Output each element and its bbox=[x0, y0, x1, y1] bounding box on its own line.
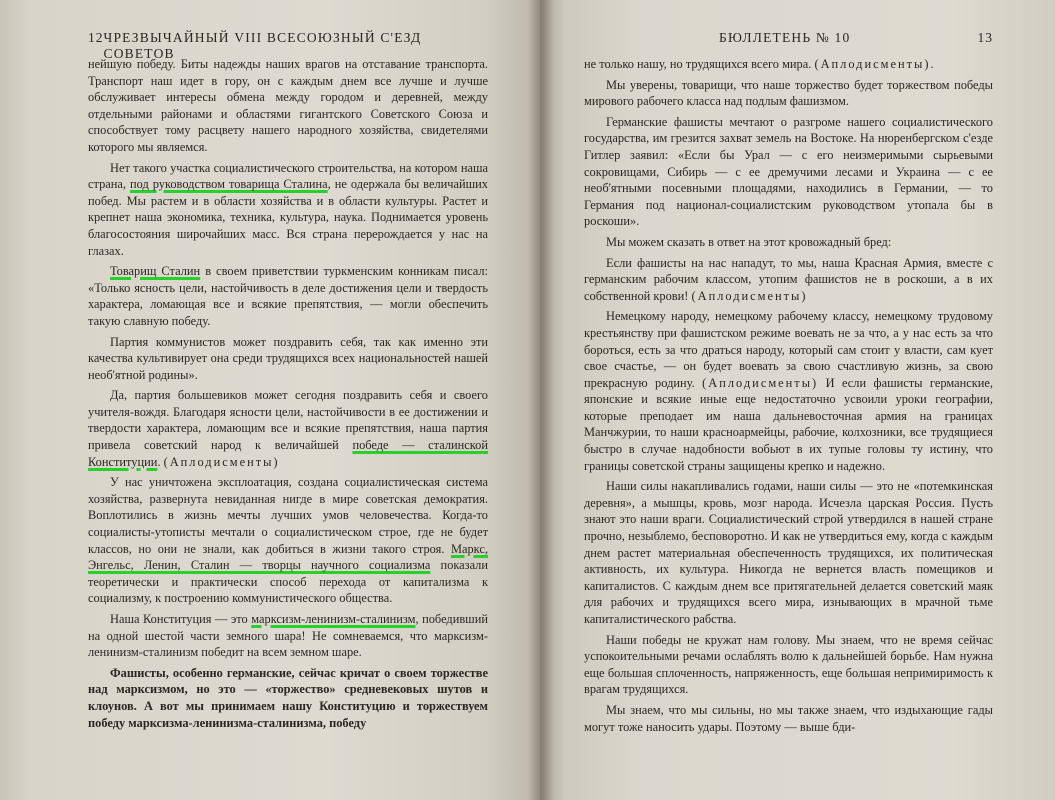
applause-note: (Аплодисменты) bbox=[691, 288, 808, 303]
paragraph: Партия коммунистов может поздравить себя, так как именно эти качества культивирует она среди трудящихся всех национальностей нашей необ'ятной родины». bbox=[88, 334, 488, 382]
paragraph: Мы знаем, что мы сильны, но мы также знаем, что издыхающие гады могут тоже наносить удары. Поэтому — выше бди- bbox=[584, 702, 993, 734]
paragraph: Мы уверены, товарищи, что наше торжество будет торжеством победы мирового рабочего класса над подлым фашизмом. bbox=[584, 77, 993, 109]
left-running-head bbox=[88, 30, 488, 61]
applause-note: (Аплодисменты) bbox=[702, 375, 819, 390]
paragraph: Мы можем сказать в ответ на этот кровожадный бред: bbox=[606, 234, 892, 249]
paragraph: У нас уничтожена эксплоатация, создана социалистическая система хозяйства, развернута невиданная нигде в мире советская демократия. Воплотились в жизнь мечты лучших умов человечества. Когда-то социалисты-утописты мечтали о социалистическом строе, где не будет классов, но они не знали, как добиться в жизни такого строя. Маркс, Энгельс, Ленин, Сталин — творцы научного социализма показали теоретически и практически способ перехода от капитализма к социализму, к построению коммунистического общества. bbox=[88, 475, 488, 606]
paragraph: Если фашисты на нас нападут, то мы, наша Красная Армия, вместе с германским рабочим классом, утопим фашистов не в роскоши, а в их собственной крови! (Аплодисменты) bbox=[584, 255, 993, 303]
left-page-number: 12 bbox=[88, 30, 104, 45]
paragraph: нейшую победу. Биты надежды наших врагов на отставание транспорта. Транспорт наш идет в гору, он с каждым днем все лучше и лучше обслуживает интересы обмена между городом и деревней, между отдельными районами и областями гигантского Советского Союза и способствует тому расцвету нашего народного хозяйства, свидетелями которого мы являемся. bbox=[88, 57, 488, 154]
paragraph: Нет такого участка социалистического строительства, на котором наша страна, под руководством товарища Сталина, не одержала бы величайших побед. Мы растем и в области хозяйства и в области культуры. Растет и крепнет наша экономика, техника, культура, наука. Поднимается уровень благосостояния широчайших масс. Вся страна перерождается у нас на глазах. bbox=[88, 160, 488, 258]
paragraph: Германские фашисты мечтают о разгроме нашего социалистического государства, им грезится захват земель на Востоке. На нюренбергском с'езде Гитлер заявил: «Если бы Урал — с его неизмеримыми сырьевыми сокровищами, Сибирь — с ее дремучими лесами и Украина — с ее необ'ятными посевными площадями, находились в Германии, — то Германия под национал-социалистским руководством утопала бы в роскоши». bbox=[584, 114, 993, 229]
applause-note: (Аплодисменты) bbox=[814, 57, 931, 71]
paragraph: Наши силы накапливались годами, наши силы — это не «потемкинская деревня», а мышцы, кровь, мозг народа. Исчезла царская Россия. Пусть знают это наши враги. Социалистический строй утвердился в нашей стране прочно, незыблемо, бесповоротно. И как не утвердиться ему, когда с каждым днем растет материальная обеспеченность трудящихся, их политическая активность, их культура. Никогда не вернется власть помещиков и капиталистов. С каждым днем все притягательней делается советский маяк для рабочих и трудящихся всего мира, изнывающих в мрачной тьме капиталистического рабства. bbox=[584, 479, 993, 626]
right-page-text bbox=[584, 56, 993, 735]
highlighted-text: победе — сталинской Конституции bbox=[88, 438, 489, 469]
highlighted-text: марксизм-ленинизм-сталинизм bbox=[251, 612, 416, 626]
paragraph: Наша Конституция — это марксизм-ленинизм-сталинизм, победивший на одной шестой части земного шара! Не сомневаемся, что марксизм-ленинизм-сталинизм победит на всем земном шаре. bbox=[88, 612, 488, 660]
right-running-head bbox=[584, 30, 993, 50]
right-page-number: 13 bbox=[977, 30, 993, 45]
right-running-title: БЮЛЛЕТЕНЬ № 10 bbox=[719, 30, 851, 45]
left-page-text bbox=[88, 56, 488, 731]
paragraph: Наши победы не кружат нам голову. Мы знаем, что не время сейчас успокоительными речами ослаблять волю к дальнейшей борьбе. Нам нужна еще большая сплоченность, напряженность, еще большая непримиримость к врагам трудящихся. bbox=[584, 632, 993, 697]
right-page bbox=[540, 0, 1055, 800]
paragraph: Немецкому народу, немецкому рабочему классу, немецкому трудовому крестьянству при фашистском режиме воевать не за что, а у нас есть за что бороться, есть за что драться народу, который сам стоит у власти, сам кует свое счастье, — он будет воевать за свою счастливую жизнь, за свою прекрасную родину. (Аплодисменты) И если фашисты германские, японские и всякие иные еще недостаточно усвоили уроки географии, которые преподает им наша дальневосточная армия на границах Манчжурии, то наши красноармейцы, рабочие, колхозники, все трудящиеся быстро в случае надобности вобьют в их тупые головы ту истину, что границы советской страны защищены крепко и надежно. bbox=[584, 309, 993, 473]
applause-note: (Аплодисменты) bbox=[163, 454, 280, 469]
paragraph: Товарищ Сталин в своем приветствии туркменским конникам писал: «Только ясность цели, настойчивость в деле достижения цели и твердость характера, ломающая все и всякие препятствия, — могли обеспечить такую славную победу. bbox=[88, 264, 488, 328]
paragraph: Да, партия большевиков может сегодня поздравить себя и своего учителя-вождя. Благодаря ясности цели, настойчивости в ее достижении и твердости характера, ломающим все и всякие препятствия, наша партия привела советский народ к величайшей победе — сталинской Конституции. (Аплодисменты) bbox=[88, 388, 489, 469]
book-gutter bbox=[528, 0, 554, 800]
paragraph: Фашисты, особенно германские, сейчас кричат о своем торжестве над марксизмом, но это — «торжество» средневековых шутов и клоунов. А вот мы принимаем нашу Конституцию и торжествуем победу марксизма-ленинизма-сталинизма, победу bbox=[88, 665, 488, 730]
highlighted-text: Товарищ Сталин bbox=[110, 264, 201, 279]
left-running-title: ЧРЕЗВЫЧАЙНЫЙ VIII ВСЕСОЮЗНЫЙ С'ЕЗД СОВЕТОВ bbox=[103, 30, 422, 61]
highlighted-text: под руководством товарища Сталина bbox=[129, 177, 328, 192]
highlighted-text: Маркс, Энгельс, Ленин, Сталин — творцы научного социализма bbox=[88, 541, 488, 573]
paragraph: не только нашу, но трудящихся всего мира. (Аплодисменты). bbox=[584, 57, 934, 71]
